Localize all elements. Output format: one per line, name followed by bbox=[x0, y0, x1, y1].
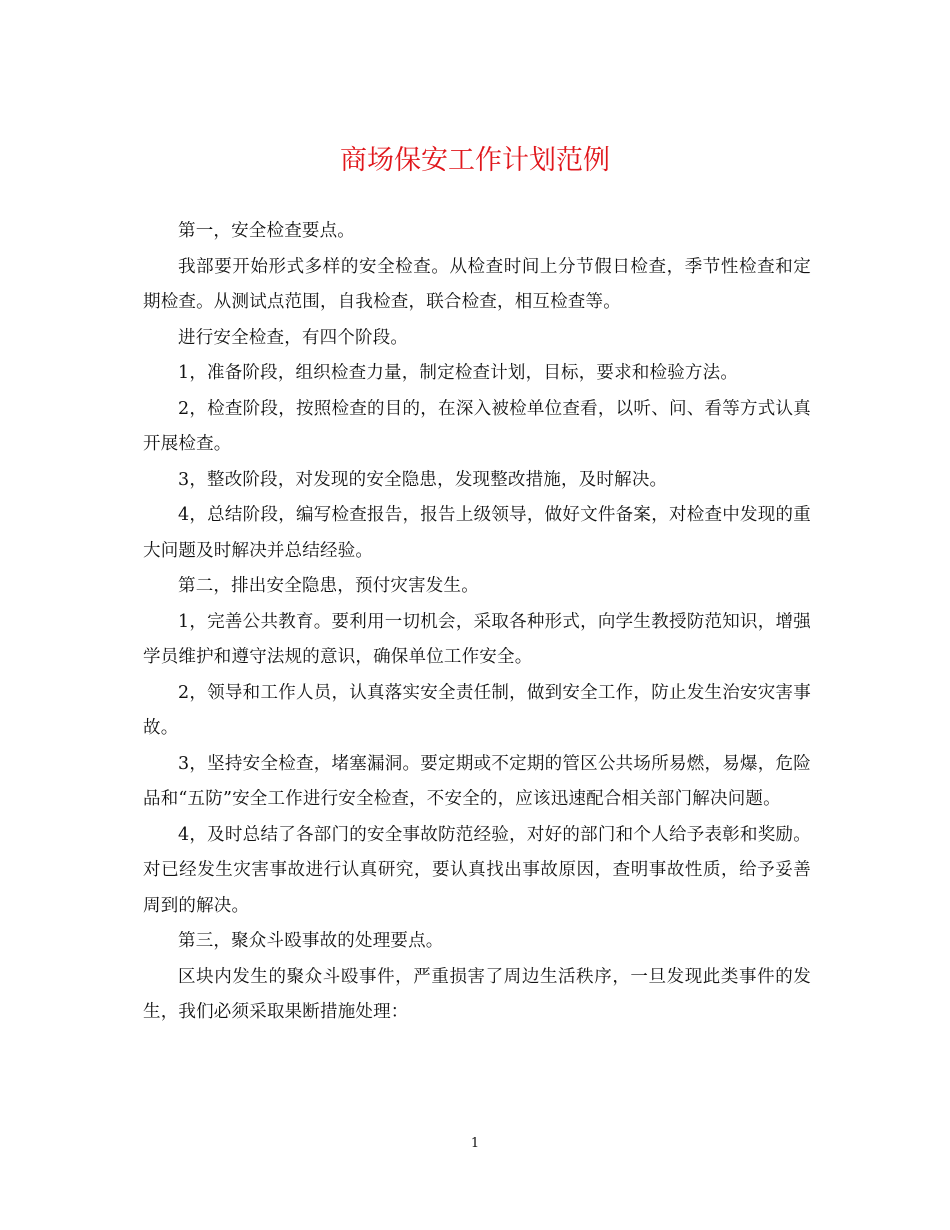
paragraph: 3，整改阶段，对发现的安全隐患，发现整改措施，及时解决。 bbox=[178, 469, 668, 490]
paragraph: 区块内发生的聚众斗殴事件，严重损害了周边生活秩序，一旦发现此类事件的发生，我们必须采取果断措施处理： bbox=[143, 966, 811, 1022]
paragraph: 进行安全检查，有四个阶段。 bbox=[178, 327, 409, 348]
paragraph: 1，完善公共教育。要利用一切机会，采取各种形式，向学生教授防范知识，增强学员维护和遵守法规的意识，确保单位工作安全。 bbox=[143, 611, 811, 667]
document-title: 商场保安工作计划范例 bbox=[340, 145, 610, 176]
paragraph: 第二，排出安全隐患，预付灾害发生。 bbox=[178, 576, 479, 596]
paragraph: 3，坚持安全检查，堵塞漏洞。要定期或不定期的管区公共场所易燃，易爆，危险品和“五防”安全工作进行安全检查，不安全的，应该迅速配合相关部门解决问题。 bbox=[143, 753, 811, 809]
paragraph: 我部要开始形式多样的安全检查。从检查时间上分节假日检查，季节性检查和定期检查。从测试点范围，自我检查，联合检查，相互检查等。 bbox=[143, 256, 811, 312]
paragraph: 第三，聚众斗殴事故的处理要点。 bbox=[178, 931, 444, 951]
paragraph: 1，准备阶段，组织检查力量，制定检查计划，目标，要求和检验方法。 bbox=[178, 363, 739, 383]
page-number: 1 bbox=[470, 1136, 480, 1151]
paragraph: 第一，安全检查要点。 bbox=[178, 221, 355, 241]
paragraph: 4，总结阶段，编写检查报告，报告上级领导，做好文件备案，对检查中发现的重大问题及时解决并总结经验。 bbox=[143, 505, 811, 561]
paragraph: 2，领导和工作人员，认真落实安全责任制，做到安全工作，防止发生治安灾害事故。 bbox=[143, 682, 811, 738]
paragraph: 2，检查阶段，按照检查的目的，在深入被检单位查看，以听、问、看等方式认真开展检查。 bbox=[143, 398, 811, 454]
document-body bbox=[143, 214, 811, 1031]
paragraph: 4，及时总结了各部门的安全事故防范经验，对好的部门和个人给予表彰和奖励。对已经发生灾害事故进行认真研究，要认真找出事故原因，查明事故性质，给予妥善周到的解决。 bbox=[143, 824, 811, 916]
